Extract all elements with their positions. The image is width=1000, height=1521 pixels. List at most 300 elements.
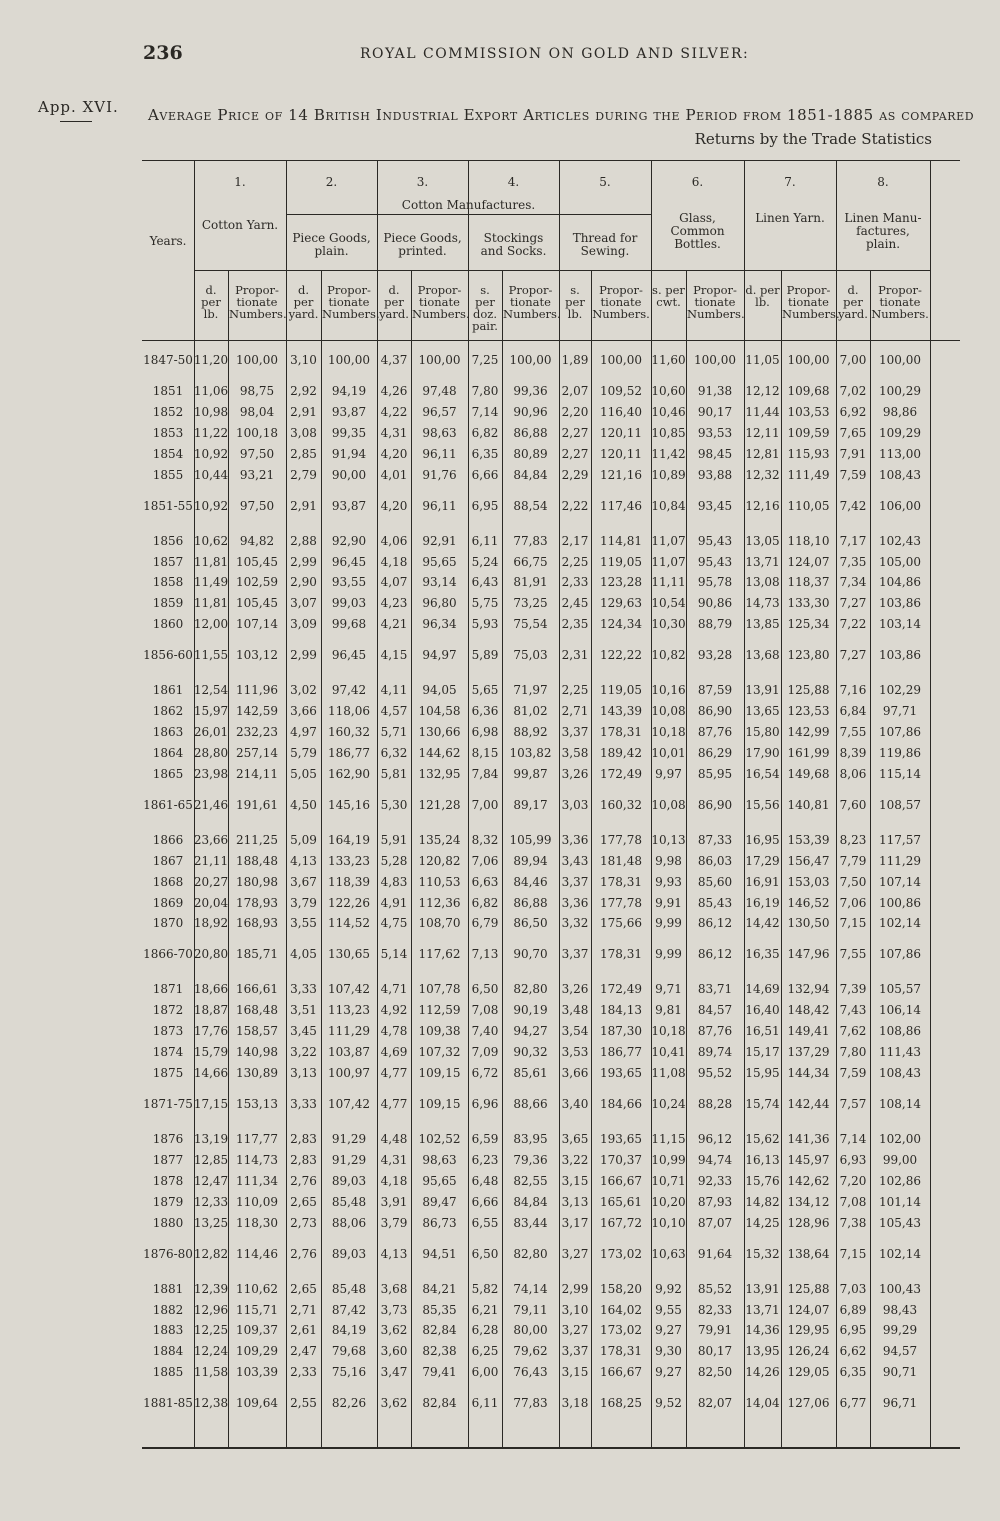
- table-cell: 21,11: [193, 853, 229, 868]
- table-cell: 87,42: [331, 1302, 367, 1317]
- table-cell: 7,27: [839, 648, 867, 663]
- table-cell: 178,31: [600, 947, 642, 962]
- table-cell: 9,27: [655, 1323, 682, 1338]
- table-cell: 96,11: [422, 446, 457, 461]
- year-label: 1853: [152, 425, 184, 440]
- table-cell: 3,32: [561, 916, 589, 931]
- table-cell: 111,29: [879, 853, 921, 868]
- table-cell: 185,71: [236, 947, 278, 962]
- table-cell: 112,36: [418, 895, 461, 910]
- table-cell: 10,71: [651, 1173, 686, 1188]
- table-cell: 3,66: [561, 1066, 589, 1080]
- table-cell: 11,06: [193, 384, 229, 398]
- table-cell: 4,20: [380, 446, 408, 461]
- table-cell: 77,83: [513, 533, 548, 548]
- table-cell: 2,25: [561, 683, 589, 698]
- table-cell: 15,32: [745, 1246, 780, 1261]
- table-cell: 143,39: [600, 704, 642, 719]
- table-cell: 82,33: [697, 1302, 733, 1317]
- table-cell: 85,48: [331, 1281, 367, 1296]
- table-cell: 6,59: [471, 1132, 499, 1146]
- table-cell: 100,00: [236, 353, 278, 367]
- table-cell: 177,78: [600, 895, 642, 910]
- table-cell: 3,26: [561, 982, 589, 997]
- table-cell: 117,57: [879, 832, 921, 847]
- table-cell: 3,47: [380, 1365, 408, 1380]
- table-cell: 4,77: [380, 1097, 408, 1111]
- table-cell: 12,33: [193, 1194, 229, 1209]
- table-cell: 7,15: [839, 1246, 867, 1261]
- table-cell: 172,49: [600, 982, 642, 997]
- year-label: 1866: [152, 832, 184, 847]
- table-cell: 7,00: [471, 797, 499, 812]
- table-cell: 15,95: [745, 1066, 780, 1080]
- table-cell: 118,39: [328, 874, 370, 889]
- table-cell: 14,66: [193, 1066, 229, 1080]
- table-cell: 107,78: [418, 982, 461, 997]
- table-cell: 20,80: [193, 947, 229, 962]
- table-cell: 158,20: [600, 1281, 642, 1296]
- table-cell: 89,03: [331, 1173, 367, 1188]
- table-cell: 4,71: [380, 982, 408, 997]
- table-cell: 178,31: [600, 725, 642, 739]
- table-cell: 3,15: [561, 1173, 589, 1188]
- table-cell: 103,82: [509, 745, 552, 760]
- table-cell: 7,42: [839, 498, 867, 513]
- table-cell: 18,92: [193, 916, 229, 931]
- table-cell: 83,95: [513, 1132, 548, 1146]
- year-label: 1879: [152, 1194, 184, 1209]
- table-cell: 3,27: [561, 1246, 589, 1261]
- table-cell: 5,91: [380, 832, 408, 847]
- table-cell: 93,87: [331, 404, 367, 419]
- table-cell: 105,45: [236, 596, 278, 611]
- table-cell: 6,23: [471, 1152, 499, 1167]
- table-cell: 2,17: [561, 533, 589, 548]
- table-cell: 86,50: [513, 916, 548, 931]
- table-cell: 4,11: [380, 683, 408, 698]
- table-cell: 7,35: [839, 554, 867, 569]
- table-cell: 89,47: [422, 1194, 457, 1209]
- table-cell: 82,38: [422, 1344, 457, 1359]
- table-cell: 100,86: [879, 895, 921, 910]
- table-cell: 12,47: [193, 1173, 229, 1188]
- table-cell: 2,55: [290, 1396, 317, 1411]
- table-cell: 145,16: [328, 797, 370, 812]
- table-cell: 153,03: [787, 874, 830, 889]
- table-cell: 167,72: [600, 1215, 642, 1230]
- table-cell: 137,29: [787, 1045, 830, 1060]
- table-cell: 94,51: [422, 1246, 457, 1261]
- column-number: 5.: [599, 175, 611, 189]
- table-cell: 11,22: [193, 425, 229, 440]
- table-cell: 94,27: [513, 1024, 548, 1039]
- table-cell: 3,17: [561, 1215, 589, 1230]
- year-label: 1878: [152, 1173, 184, 1188]
- table-cell: 103,12: [236, 648, 278, 663]
- table-cell: 12,85: [193, 1152, 229, 1167]
- table-cell: 7,60: [839, 797, 867, 812]
- table-cell: 85,52: [697, 1281, 733, 1296]
- table-cell: 15,80: [745, 725, 780, 739]
- table-cell: 75,16: [331, 1365, 367, 1380]
- table-cell: 11,44: [745, 404, 780, 419]
- table-cell: 3,68: [380, 1281, 408, 1296]
- year-label: 1863: [152, 725, 184, 739]
- page-number: 236: [143, 42, 183, 64]
- table-cell: 12,54: [193, 683, 229, 698]
- table-cell: 81,91: [513, 575, 548, 590]
- table-cell: 99,35: [331, 425, 367, 440]
- table-cell: 15,62: [745, 1132, 780, 1146]
- table-cell: 133,30: [787, 596, 830, 611]
- table-cell: 9,98: [655, 853, 682, 868]
- table-cell: 6,36: [471, 704, 499, 719]
- year-label: 1871: [152, 982, 184, 997]
- table-cell: 86,90: [697, 797, 733, 812]
- table-cell: 100,97: [328, 1066, 370, 1080]
- table-cell: 90,19: [513, 1003, 548, 1018]
- table-cell: 11,20: [193, 353, 229, 367]
- table-cell: 7,17: [839, 533, 867, 548]
- table-cell: 10,18: [651, 1024, 686, 1039]
- table-cell: 10,84: [651, 498, 686, 513]
- table-cell: 87,93: [697, 1194, 733, 1209]
- table-cell: 6,48: [471, 1173, 499, 1188]
- table-cell: 17,76: [193, 1024, 229, 1039]
- table-cell: 118,10: [787, 533, 830, 548]
- table-cell: 7,55: [839, 947, 867, 962]
- table-cell: 3,48: [561, 1003, 589, 1018]
- table-cell: 3,66: [290, 704, 317, 719]
- table-cell: 109,15: [418, 1097, 461, 1111]
- proportionate-numbers-label: Propor-tionate Numbers.: [782, 283, 840, 321]
- table-cell: 6,28: [471, 1323, 499, 1338]
- proportionate-numbers-label: Propor-tionate Numbers.: [503, 283, 561, 321]
- year-label: 1880: [152, 1215, 184, 1230]
- table-cell: 172,49: [600, 766, 642, 781]
- table-cell: 8,15: [471, 745, 499, 760]
- table-cell: 7,08: [471, 1003, 499, 1018]
- year-label: 1872: [152, 1003, 184, 1018]
- unit-label: s. per lb.: [565, 283, 585, 321]
- table-cell: 108,43: [879, 467, 921, 482]
- table-cell: 7,16: [839, 683, 867, 698]
- table-cell: 87,76: [697, 1024, 733, 1039]
- table-cell: 7,38: [839, 1215, 867, 1230]
- table-cell: 114,81: [600, 533, 642, 548]
- table-cell: 6,11: [471, 1396, 499, 1411]
- table-cell: 187,30: [600, 1024, 642, 1039]
- table-cell: 16,51: [745, 1024, 780, 1039]
- table-cell: 13,71: [745, 1302, 780, 1317]
- column-group-name: Linen Manu-factures, plain.: [844, 211, 922, 251]
- table-cell: 80,17: [697, 1344, 733, 1359]
- table-cell: 10,30: [651, 617, 686, 632]
- table-cell: 7,59: [839, 1066, 867, 1080]
- table-cell: 132,94: [787, 982, 830, 997]
- table-cell: 11,60: [651, 353, 686, 367]
- table-cell: 14,26: [745, 1365, 780, 1380]
- table-cell: 108,14: [879, 1097, 921, 1111]
- years-header: Years.: [149, 234, 187, 248]
- year-label: 1855: [152, 467, 184, 482]
- unit-label: s. per cwt.: [652, 283, 685, 309]
- column-number: 8.: [877, 175, 889, 189]
- table-cell: 2,71: [561, 704, 589, 719]
- table-cell: 10,92: [193, 498, 229, 513]
- table-cell: 3,27: [561, 1323, 589, 1338]
- table-cell: 178,31: [600, 874, 642, 889]
- table-cell: 103,53: [787, 404, 830, 419]
- table-cell: 4,57: [380, 704, 408, 719]
- period-average-label: 1881-85: [143, 1396, 193, 1411]
- table-cell: 4,97: [290, 725, 317, 739]
- table-cell: 6,55: [471, 1215, 499, 1230]
- table-cell: 168,48: [236, 1003, 278, 1018]
- year-label: 1882: [152, 1302, 184, 1317]
- table-cell: 16,54: [745, 766, 780, 781]
- table-cell: 121,28: [418, 797, 461, 812]
- table-cell: 6,98: [471, 725, 499, 739]
- table-cell: 28,80: [193, 745, 229, 760]
- column-group-name: Piece Goods, printed.: [383, 231, 462, 258]
- table-cell: 3,58: [561, 745, 589, 760]
- table-cell: 102,86: [879, 1173, 921, 1188]
- table-cell: 130,89: [236, 1066, 278, 1080]
- table-cell: 11,15: [651, 1132, 686, 1146]
- table-cell: 6,21: [471, 1302, 499, 1317]
- table-cell: 120,82: [418, 853, 461, 868]
- table-cell: 125,34: [787, 617, 830, 632]
- table-cell: 181,48: [600, 853, 642, 868]
- table-cell: 84,84: [513, 467, 548, 482]
- table-cell: 7,40: [471, 1024, 499, 1039]
- table-cell: 12,82: [193, 1246, 229, 1261]
- table-cell: 111,34: [236, 1173, 278, 1188]
- year-label: 1865: [152, 766, 184, 781]
- table-cell: 97,50: [239, 446, 275, 461]
- table-cell: 79,36: [513, 1152, 548, 1167]
- table-cell: 102,00: [879, 1132, 921, 1146]
- table-cell: 10,08: [651, 797, 686, 812]
- table-cell: 109,52: [600, 384, 642, 398]
- table-cell: 7,84: [471, 766, 499, 781]
- table-cell: 7,14: [839, 1132, 867, 1146]
- table-cell: 6,77: [839, 1396, 867, 1411]
- table-cell: 109,64: [236, 1396, 278, 1411]
- table-cell: 177,78: [600, 832, 642, 847]
- table-cell: 3,37: [561, 874, 589, 889]
- table-cell: 4,01: [380, 467, 408, 482]
- table-cell: 2,83: [290, 1152, 317, 1167]
- table-cell: 165,61: [600, 1194, 642, 1209]
- column-number: 7.: [784, 175, 796, 189]
- table-cell: 161,99: [787, 745, 830, 760]
- table-cell: 6,35: [471, 446, 499, 461]
- table-cell: 119,05: [600, 554, 642, 569]
- table-cell: 94,97: [422, 648, 457, 663]
- table-cell: 91,38: [697, 384, 733, 398]
- table-cell: 88,28: [697, 1097, 733, 1111]
- table-cell: 6,79: [471, 916, 499, 931]
- table-cell: 11,11: [651, 575, 686, 590]
- table-cell: 109,15: [418, 1066, 461, 1080]
- table-cell: 147,96: [787, 947, 830, 962]
- table-cell: 127,06: [787, 1396, 830, 1411]
- table-cell: 109,29: [879, 425, 921, 440]
- table-cell: 16,19: [745, 895, 780, 910]
- year-label: 1874: [152, 1045, 184, 1060]
- table-cell: 3,55: [290, 916, 317, 931]
- table-cell: 90,86: [697, 596, 733, 611]
- table-cell: 6,84: [839, 704, 867, 719]
- table-cell: 87,07: [697, 1215, 733, 1230]
- table-cell: 86,12: [697, 916, 733, 931]
- period-average-label: 1847-50: [143, 353, 193, 367]
- table-cell: 96,45: [331, 554, 367, 569]
- table-cell: 9,91: [655, 895, 682, 910]
- table-cell: 79,41: [422, 1365, 457, 1380]
- period-average-label: 1866-70: [143, 947, 193, 962]
- table-cell: 2,25: [561, 554, 589, 569]
- table-cell: 10,41: [651, 1045, 686, 1060]
- period-average-label: 1861-65: [143, 797, 193, 812]
- table-cell: 3,62: [380, 1323, 408, 1338]
- table-cell: 104,86: [879, 575, 921, 590]
- table-cell: 75,03: [513, 648, 548, 663]
- table-cell: 11,58: [193, 1365, 229, 1380]
- table-cell: 186,77: [328, 745, 370, 760]
- proportionate-numbers-label: Propor-tionate Numbers.: [592, 283, 650, 321]
- table-cell: 107,42: [328, 982, 370, 997]
- column-number: 2.: [325, 175, 338, 189]
- table-cell: 2,91: [290, 404, 317, 419]
- table-cell: 15,79: [193, 1045, 229, 1060]
- table-cell: 111,49: [787, 467, 830, 482]
- table-cell: 111,96: [236, 683, 278, 698]
- table-cell: 9,99: [655, 916, 682, 931]
- table-cell: 7,09: [471, 1045, 499, 1060]
- table-cell: 99,00: [882, 1152, 918, 1167]
- table-cell: 15,56: [745, 797, 780, 812]
- table-cell: 89,94: [513, 853, 548, 868]
- table-cell: 13,65: [745, 704, 780, 719]
- table-cell: 113,23: [328, 1003, 370, 1018]
- table-cell: 5,89: [471, 648, 499, 663]
- table-cell: 11,49: [193, 575, 229, 590]
- table-cell: 3,08: [290, 425, 317, 440]
- table-cell: 3,62: [380, 1396, 408, 1411]
- table-cell: 103,39: [236, 1365, 278, 1380]
- year-label: 1867: [152, 853, 184, 868]
- table-cell: 3,51: [290, 1003, 317, 1018]
- table-cell: 10,54: [651, 596, 686, 611]
- table-cell: 98,63: [422, 425, 457, 440]
- table-title-line2: Returns by the Trade Statistics: [694, 130, 932, 148]
- table-cell: 124,34: [600, 617, 642, 632]
- table-cell: 94,57: [882, 1344, 918, 1359]
- table-cell: 114,46: [236, 1246, 278, 1261]
- cotton-manufactures-header: Cotton Manufactures.: [401, 198, 536, 212]
- table-cell: 86,03: [697, 853, 733, 868]
- table-cell: 3,65: [561, 1132, 589, 1146]
- table-cell: 112,59: [418, 1003, 461, 1018]
- table-cell: 10,44: [193, 467, 229, 482]
- table-cell: 13,19: [193, 1132, 229, 1146]
- table-cell: 214,11: [236, 766, 278, 781]
- table-cell: 16,91: [745, 874, 780, 889]
- table-cell: 180,98: [236, 874, 278, 889]
- table-cell: 87,33: [697, 832, 733, 847]
- table-cell: 102,14: [879, 1246, 921, 1261]
- table-cell: 2,99: [290, 554, 317, 569]
- table-cell: 7,34: [839, 575, 867, 590]
- table-cell: 184,66: [600, 1097, 642, 1111]
- table-cell: 5,28: [380, 853, 408, 868]
- table-cell: 82,50: [697, 1365, 733, 1380]
- table-cell: 109,68: [787, 384, 830, 398]
- table-cell: 95,43: [697, 554, 733, 569]
- table-cell: 12,81: [745, 446, 780, 461]
- table-cell: 105,99: [509, 832, 552, 847]
- table-cell: 14,73: [745, 596, 780, 611]
- table-cell: 92,90: [331, 533, 367, 548]
- period-average-label: 1851-55: [143, 498, 193, 513]
- table-cell: 5,93: [471, 617, 499, 632]
- unit-label: d. per yard.: [379, 283, 409, 321]
- table-cell: 21,46: [193, 797, 229, 812]
- table-cell: 107,14: [236, 617, 278, 632]
- table-cell: 107,42: [328, 1097, 370, 1111]
- table-cell: 4,13: [380, 1246, 408, 1261]
- table-cell: 83,44: [513, 1215, 548, 1230]
- table-cell: 90,96: [513, 404, 548, 419]
- table-cell: 90,32: [513, 1045, 548, 1060]
- unit-label: d. per yard.: [838, 283, 868, 321]
- table-cell: 119,05: [600, 683, 642, 698]
- table-cell: 98,43: [882, 1302, 918, 1317]
- table-cell: 168,25: [600, 1396, 642, 1411]
- table-cell: 3,33: [290, 1097, 317, 1111]
- table-cell: 98,04: [239, 404, 275, 419]
- table-cell: 2,22: [561, 498, 589, 513]
- table-cell: 3,22: [290, 1045, 317, 1060]
- table-cell: 86,12: [697, 947, 733, 962]
- table-cell: 88,92: [513, 725, 548, 739]
- table-cell: 118,06: [328, 704, 370, 719]
- table-cell: 146,52: [787, 895, 830, 910]
- table-cell: 3,79: [290, 895, 317, 910]
- table-cell: 115,14: [879, 766, 921, 781]
- table-cell: 2,20: [561, 404, 589, 419]
- table-cell: 85,43: [697, 895, 733, 910]
- table-cell: 17,90: [745, 745, 780, 760]
- table-cell: 2,99: [561, 1281, 589, 1296]
- table-cell: 93,87: [331, 498, 367, 513]
- table-cell: 104,58: [418, 704, 461, 719]
- table-cell: 121,16: [600, 467, 642, 482]
- table-cell: 107,86: [879, 725, 921, 739]
- table-cell: 7,79: [839, 853, 867, 868]
- table-cell: 3,54: [561, 1024, 589, 1039]
- table-cell: 2,88: [290, 533, 317, 548]
- table-cell: 89,03: [331, 1246, 367, 1261]
- table-cell: 5,82: [471, 1281, 499, 1296]
- table-cell: 5,75: [471, 596, 499, 611]
- table-cell: 142,62: [787, 1173, 830, 1188]
- table-cell: 123,28: [600, 575, 642, 590]
